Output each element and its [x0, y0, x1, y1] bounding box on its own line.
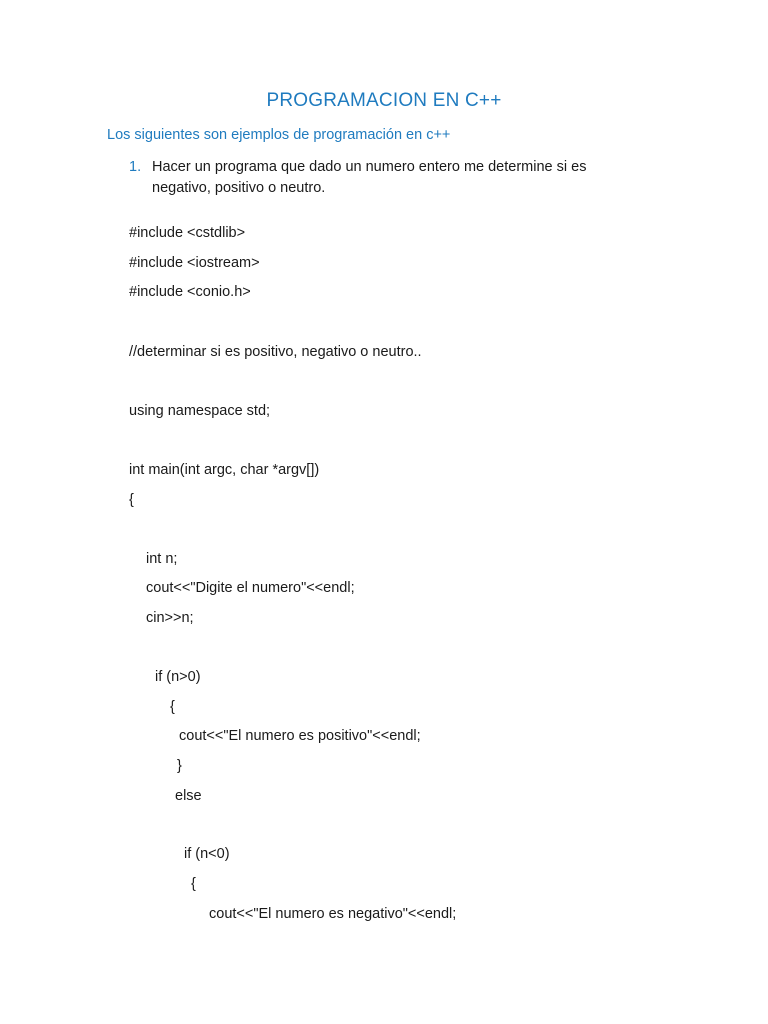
- list-item-text: Hacer un programa que dado un numero entero me determine si es negativo, positivo o neutro.: [152, 159, 587, 196]
- code-line-declare-n: int n;: [146, 551, 178, 567]
- list-item-number: 1.: [129, 159, 142, 175]
- code-line-open-brace-else-if: {: [191, 876, 196, 892]
- code-line-if-negative: if (n<0): [184, 846, 230, 862]
- code-line-using-namespace: using namespace std;: [129, 403, 271, 419]
- code-line-prompt: cout<<"Digite el numero"<<endl;: [146, 580, 355, 596]
- code-line-open-brace: {: [129, 492, 134, 508]
- code-line-print-negative: cout<<"El numero es negativo"<<endl;: [209, 906, 457, 922]
- code-line-read-input: cin>>n;: [146, 610, 194, 626]
- code-line-else: else: [175, 788, 202, 804]
- code-line-open-brace-if: {: [170, 699, 175, 715]
- code-line-main-signature: int main(int argc, char *argv[]): [129, 462, 320, 478]
- page-title: PROGRAMACION EN C++: [266, 90, 502, 111]
- code-line-if-positive: if (n>0): [155, 669, 201, 685]
- code-line-include-cstdlib: #include <cstdlib>: [129, 225, 246, 241]
- code-line-close-brace-if: }: [177, 758, 182, 774]
- code-line-include-iostream: #include <iostream>: [129, 255, 260, 271]
- page-subtitle: Los siguientes son ejemplos de programación en c++: [107, 127, 451, 143]
- code-line-print-positive: cout<<"El numero es positivo"<<endl;: [179, 728, 421, 744]
- code-line-include-conio: #include <conio.h>: [129, 284, 251, 300]
- code-line-comment: //determinar si es positivo, negativo o neutro..: [129, 344, 422, 360]
